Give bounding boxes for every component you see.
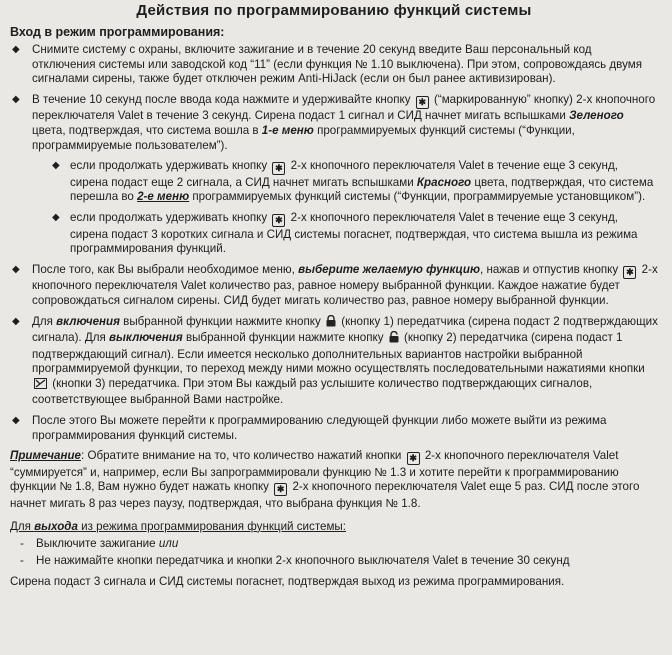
paragraph-1: ◆ Снимите систему с охраны, включите зажигание и в течение 20 секунд введите Ваш персональный код отключения системы или заводской код “11” (если функция № 1.10 выключена). При этом, сопровождаясь двумя сигналами сирены, также будет отключен режим Anti-HiJack (если он был ранее активизирован). (12, 43, 643, 86)
note-block: Примечание: Обратите внимание на то, что количество нажатий кнопки ✱ 2-х кнопочного переключателя Valet “суммируется” и, например, если Вы запрограммировали функцию № 1.3 и хотите перейти к программированию функции № 1.8, Вам нужно будет нажать кнопку ✱ 2-х кнопочного переключателя Valet еще 5 раз. СИД после этого начнет мигать 8 раз через паузу, подтверждая, что выбрана функция № 1.8. (10, 449, 640, 511)
star-button-icon: ✱ (416, 95, 429, 110)
exit-heading: Для выхода из режима программирования функций системы: (10, 519, 346, 533)
star-button-icon: ✱ (407, 451, 420, 466)
dash-bullet-icon: - (20, 554, 24, 568)
unlock-icon (389, 331, 399, 348)
star-button-icon: ✱ (274, 482, 287, 497)
aux-button-icon (34, 378, 47, 394)
paragraph-2: ◆ В течение 10 секунд после ввода кода нажмите и удерживайте кнопку ✱ (“маркированную” кнопку) 2-х кнопочного переключателя Valet в течение 3 секунд. Сирена подаст 1 сигнал и СИД начнет мигать вспышками Зеленого цвета, подтверждая, что система вошла в 1-е меню программируемых функций системы (“Функции, программируемые пользователем”). (12, 92, 656, 152)
page-title: Действия по программированию функций системы (136, 2, 532, 19)
diamond-bullet-icon: ◆ (12, 93, 20, 105)
diamond-bullet-icon: ◆ (52, 211, 60, 223)
paragraph-5: ◆ После этого Вы можете перейти к программированию следующей функции либо можете выйти из режима программирования функций системы. (12, 414, 607, 442)
diamond-bullet-icon: ◆ (12, 415, 20, 427)
star-button-icon: ✱ (272, 213, 285, 228)
lock-icon (326, 315, 336, 332)
sub-item-1: ◆ если продолжать удерживать кнопку ✱ 2-х кнопочного переключателя Valet в течение еще 3 секунд, сирена подаст еще 2 сигнала, а СИД начнет мигать вспышками Красного цвета, подтверждая, что система перешла во 2-е меню программируемых функций системы (“Функции, программируемые установщиком”). (52, 159, 654, 204)
diamond-bullet-icon: ◆ (12, 315, 20, 327)
diamond-bullet-icon: ◆ (12, 263, 20, 275)
diamond-bullet-icon: ◆ (12, 44, 20, 55)
diamond-bullet-icon: ◆ (52, 160, 60, 172)
exit-item-1: - Выключите зажигание или (20, 536, 179, 550)
star-button-icon: ✱ (272, 161, 285, 176)
exit-item-2: - Не нажимайте кнопки передатчика и кнопки 2-х кнопочного выключателя Valet в течение 30 секунд (20, 554, 570, 568)
dash-bullet-icon: - (20, 536, 24, 550)
sub-item-2: ◆ если продолжать удерживать кнопку ✱ 2-х кнопочного переключателя Valet в течение еще 3 секунд, сирена подаст 3 коротких сигнала и СИД системы погаснет, подтверждая, что система вышла из режима программирования функций. (52, 210, 638, 256)
entry-heading: Вход в режим программирования: (10, 25, 225, 39)
star-button-icon: ✱ (623, 265, 636, 280)
paragraph-3: ◆ После того, как Вы выбрали необходимое меню, выберите желаемую функцию, нажав и отпустив кнопку ✱ 2-х кнопочного переключателя Valet количество раз, равное номеру выбранной функции. Каждое нажатие будет сопровождаться сигналом сирены. СИД будет мигать количество раз, равное номеру выбранной функции. (12, 262, 658, 307)
paragraph-4: ◆ Для включения выбранной функции нажмите кнопку (кнопку 1) передатчика (сирена подаст 2 подтверждающих сигнала). Для выключения выбранной функции нажмите кнопку (кнопку 2) передатчика (сирена подаст 1 подтверждающий сигнал). Если имеется несколько дополнительных вариантов настройки выбранной программируемой функции, то переход между ними можно осуществлять последовательными нажатиями кнопки (кнопки 3) передатчика. При этом Вы каждый раз услышите количество подтверждающих сигналов, соответствующее выбранной Вами настройке. (12, 314, 658, 407)
exit-final: Сирена подаст 3 сигнала и СИД системы погаснет, подтверждая выход из режима программирования. (10, 574, 565, 588)
